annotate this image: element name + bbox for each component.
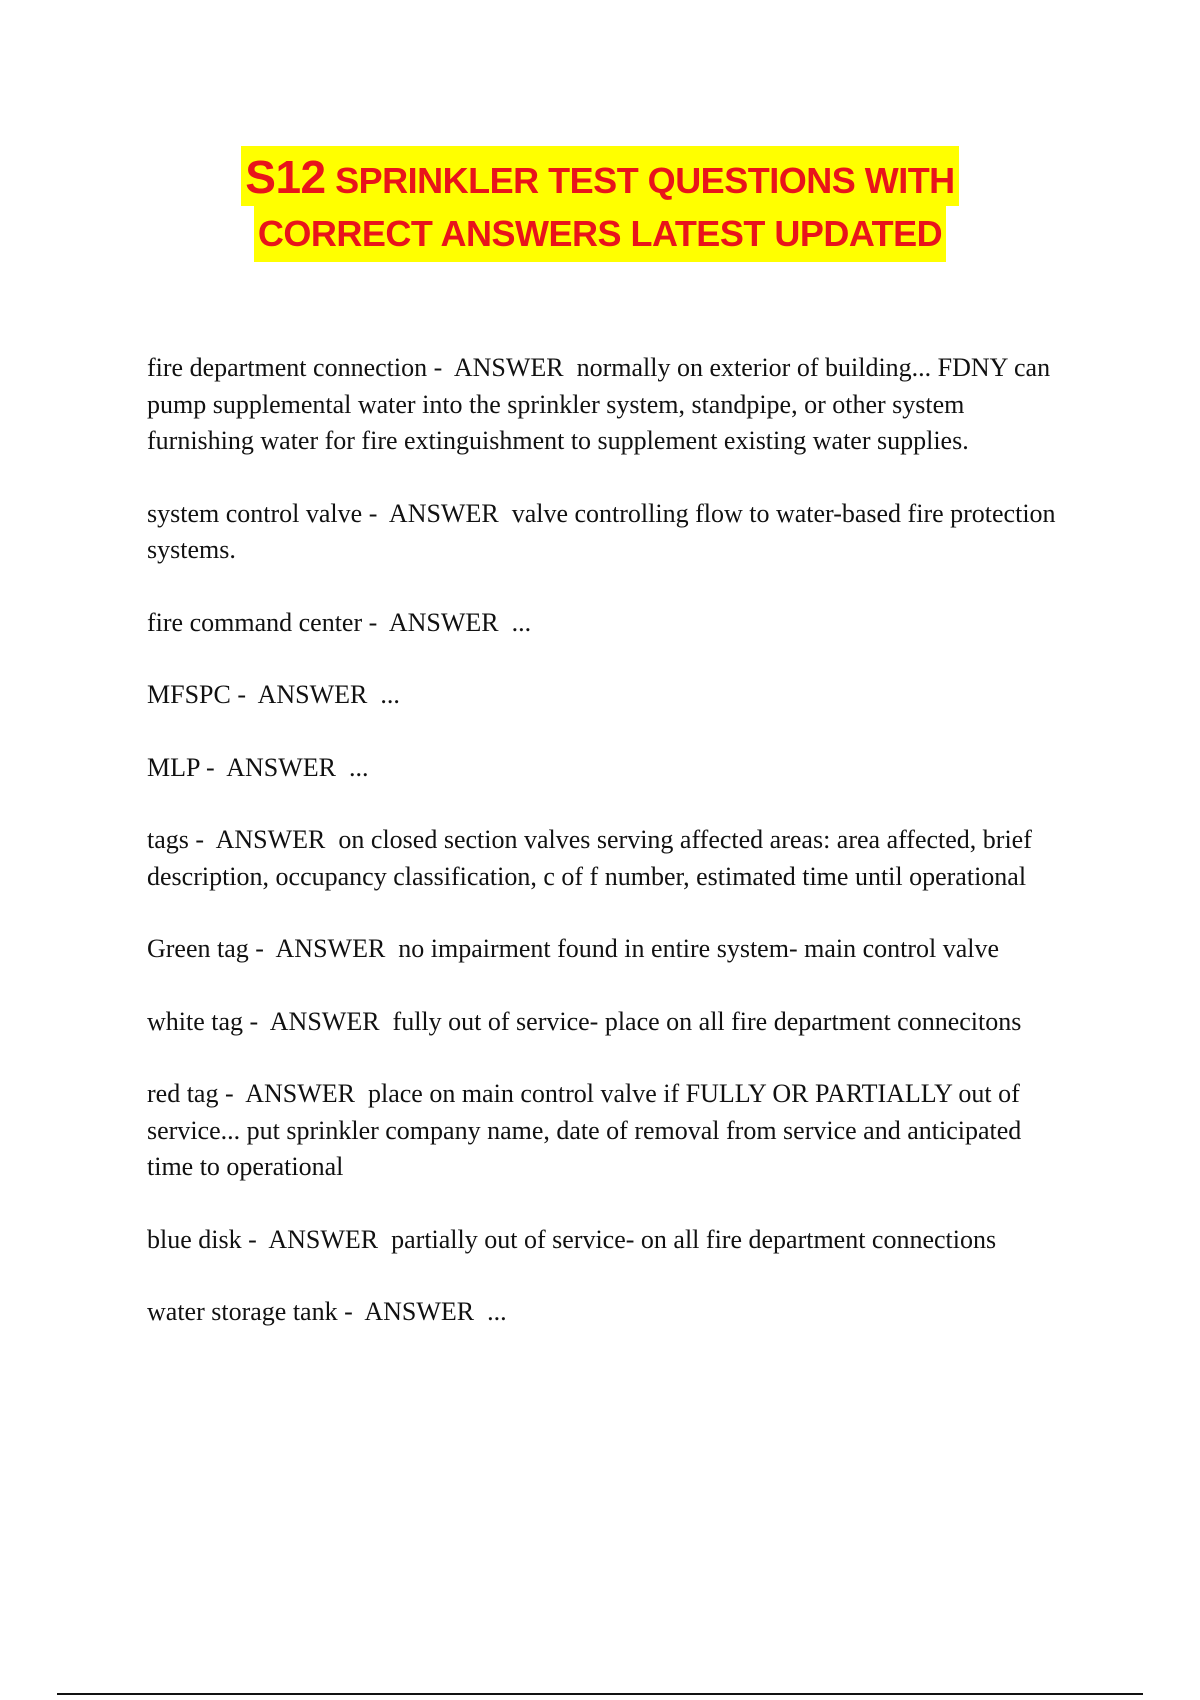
answer-label: ANSWER [226, 752, 337, 782]
qa-entry [147, 822, 1067, 895]
answer-label: ANSWER [453, 353, 564, 382]
qa-entry [147, 1294, 1067, 1331]
answer-label: ANSWER [388, 498, 499, 528]
entry-answer: valve controlling flow to water-based fire protection systems. [147, 498, 1063, 564]
qa-entry [147, 750, 1067, 787]
answer-label: ANSWER [364, 1297, 475, 1326]
entry-term: fire department connection [147, 353, 428, 382]
answer-label: ANSWER [268, 1224, 379, 1254]
entry-separator: - [218, 1079, 246, 1108]
entry-term: MFSPC [147, 680, 231, 709]
entry-answer: on closed section valves serving affected areas: area affected, brief description, occupancy classification, c of f number, estimated time until operational [147, 825, 1039, 891]
entry-term: red tag [147, 1079, 219, 1108]
bottom-divider [57, 1693, 1143, 1695]
entry-separator: - [362, 498, 389, 528]
entry-separator: - [427, 353, 454, 382]
entry-term: water storage tank [147, 1297, 338, 1326]
entry-term: system control valve [147, 498, 363, 528]
entry-term: tags [147, 825, 189, 854]
entry-answer: no impairment found in entire system- main control valve [385, 934, 1000, 963]
entry-term: white tag [147, 1006, 244, 1036]
qa-entry [147, 605, 1067, 642]
answer-label: ANSWER [257, 680, 368, 709]
entry-term: blue disk [147, 1224, 242, 1254]
title-line-1-text: SPRINKLER TEST QUESTIONS WITH [325, 160, 955, 201]
entry-separator: - [248, 934, 276, 963]
entry-answer: partially out of service- on all fire department connections [378, 1224, 997, 1254]
entry-answer: fully out of service- place on all fire department connecitons [379, 1006, 1022, 1036]
qa-entry [147, 350, 1067, 460]
entry-separator: - [243, 1006, 270, 1036]
qa-entry [147, 677, 1067, 714]
entry-answer: ... [474, 1297, 507, 1326]
entry-answer: normally on exterior of building... FDNY can pump supplemental water into the sprinkler system, standpipe, or other system furnishing water for fire extinguishment to supplement existing water supplies. [147, 353, 1057, 455]
answer-label: ANSWER [245, 1079, 355, 1108]
answer-label: ANSWER [215, 825, 326, 854]
document-title [0, 146, 1200, 262]
answer-label: ANSWER [388, 607, 499, 637]
qa-entry [147, 1076, 1067, 1186]
entry-term: fire command center [147, 607, 363, 637]
answer-label: ANSWER [269, 1006, 380, 1036]
qa-entry [147, 1004, 1067, 1041]
entry-answer: ... [336, 752, 369, 782]
qa-entry [147, 496, 1067, 569]
entry-term: MLP [147, 752, 200, 782]
qa-entry [147, 931, 1067, 968]
entry-answer: ... [498, 607, 532, 637]
entry-separator: - [188, 825, 216, 854]
entry-separator: - [230, 680, 258, 709]
entry-answer: ... [367, 680, 400, 709]
entry-term: Green tag [147, 934, 249, 963]
entry-answer: place on main control valve if FULLY OR PARTIALLY out of service... put sprinkler company name, date of removal from service and anticipated time to operational [147, 1079, 1028, 1181]
entry-separator: - [362, 607, 389, 637]
title-line-1 [241, 146, 958, 206]
entry-separator: - [199, 752, 227, 782]
qa-list [147, 350, 1067, 1367]
answer-label: ANSWER [275, 934, 386, 963]
qa-entry [147, 1222, 1067, 1259]
entry-separator: - [241, 1224, 269, 1254]
entry-separator: - [337, 1297, 365, 1326]
title-prefix: S12 [245, 151, 326, 203]
title-line-2: CORRECT ANSWERS LATEST UPDATED [254, 206, 946, 262]
